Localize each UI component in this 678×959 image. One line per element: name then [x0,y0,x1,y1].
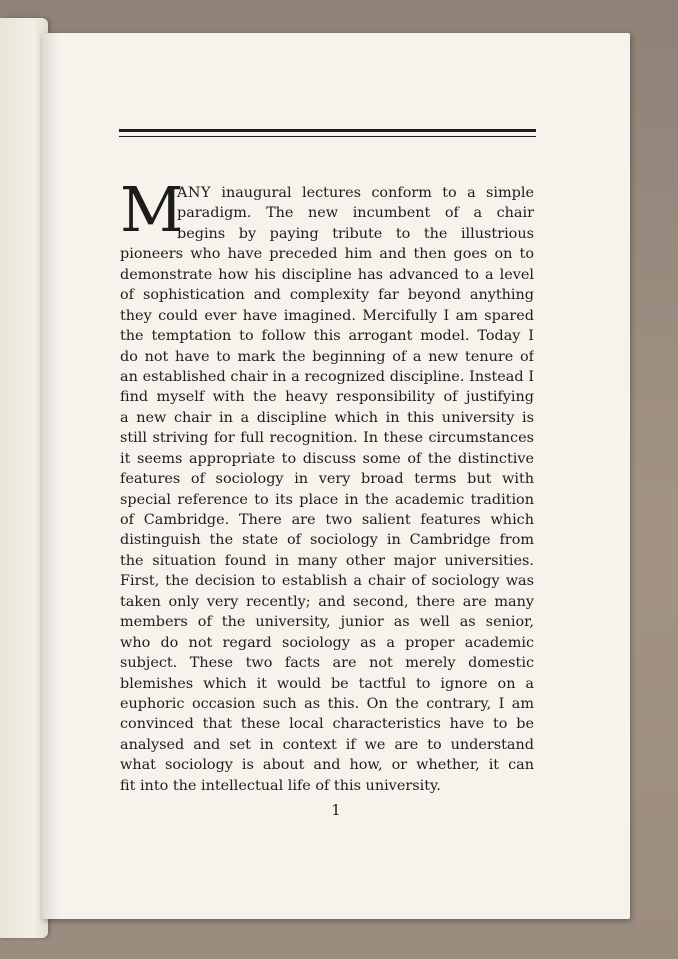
text-line-4: pioneers who have preceded him and then goes on to [120,246,534,263]
text-line-5: demonstrate how his discipline has advanced to a level [120,266,534,283]
body-text [120,183,534,796]
header-rule-thick [119,129,536,132]
text-line-11: find myself with the heavy responsibility of justifying [120,389,534,406]
book-page [42,33,630,919]
first-word-smallcaps: ANY [177,185,211,201]
text-line-12: a new chair in a discipline which in this university is [120,409,534,426]
text-line-10: an established chair in a recognized discipline. Instead I [120,368,534,385]
text-line-30: fit into the intellectual life of this university. [120,777,441,794]
text-line-6: of sophistication and complexity far beyond anything [120,287,534,304]
text-line-22: members of the university, junior as well as senior, [120,614,534,631]
page-number: 1 [331,801,341,819]
text-line-17: of Cambridge. There are two salient features which [120,512,534,528]
text-line-8: the temptation to follow this arrogant model. Today I [120,328,534,345]
text-line-27: convinced that these local characteristics have to be [120,716,534,733]
facing-page-edge [0,18,48,938]
drop-cap-letter: M [120,173,183,246]
text-line-9: do not have to mark the beginning of a new tenure of [120,348,534,365]
header-rule-thin [119,136,536,137]
text-line-26: euphoric occasion such as this. On the contrary, I am [120,695,534,712]
text-line-16: special reference to its place in the academic tradition [120,491,534,508]
text-line-23: who do not regard sociology as a proper academic [120,634,534,651]
text-line-20: First, the decision to establish a chair of sociology was [120,573,534,590]
text-line-13: still striving for full recognition. In these circumstances [120,430,534,447]
text-line-7: they could ever have imagined. Mercifully I am spared [120,307,534,324]
text-line-14: it seems appropriate to discuss some of the distinctive [120,450,534,467]
text-line-1: ANY inaugural lectures conform to a simple [177,185,534,201]
text-line-3: begins by paying tribute to the illustrious [177,225,534,242]
text-line-15: features of sociology in very broad terms but with [120,471,534,488]
text-line-25: blemishes which it would be tactful to ignore on a [120,675,534,692]
text-line-24: subject. These two facts are not merely domestic [120,655,534,672]
text-line-19: the situation found in many other major universities. [120,552,534,569]
text-line-28: analysed and set in context if we are to understand [120,736,534,753]
text-line-21: taken only very recently; and second, there are many [120,593,534,610]
text-line-18: distinguish the state of sociology in Cambridge from [120,532,534,549]
text-line-29: what sociology is about and how, or whether, it can [120,757,534,774]
text-line-2: paradigm. The new incumbent of a chair [177,205,534,222]
